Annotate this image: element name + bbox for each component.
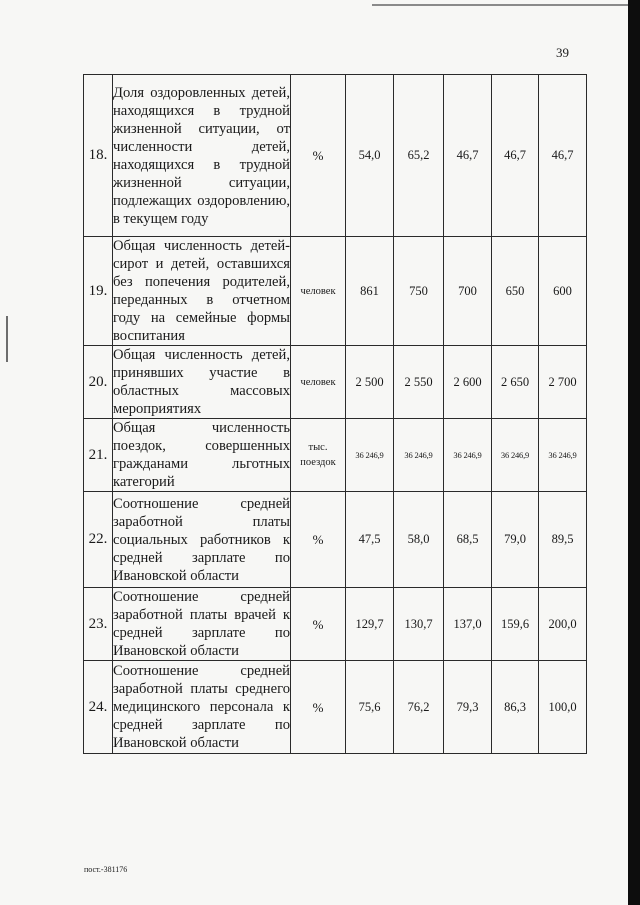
- value-cell: 137,0: [444, 588, 492, 661]
- table-row: [84, 492, 587, 588]
- value-cell: 79,3: [444, 661, 492, 754]
- value-cell: 861: [346, 237, 394, 346]
- value-cell: 47,5: [346, 492, 394, 588]
- value-cell: 650: [492, 237, 539, 346]
- value-cell: 46,7: [444, 75, 492, 237]
- value-cell: 2 600: [444, 346, 492, 419]
- value-cell: 89,5: [539, 492, 587, 588]
- indicator-cell: [113, 75, 291, 237]
- row-number: 23.: [84, 588, 113, 661]
- indicator-text: Соотношение средней заработной платы врачей к средней зарплате по Ивановской области: [113, 589, 290, 659]
- row-number: 18.: [84, 75, 113, 237]
- value-cell: 65,2: [394, 75, 444, 237]
- indicator-cell: [113, 419, 291, 492]
- value-cell: 79,0: [492, 492, 539, 588]
- row-number: 21.: [84, 419, 113, 492]
- row-number: 22.: [84, 492, 113, 588]
- value-cell: 46,7: [492, 75, 539, 237]
- value-cell: 58,0: [394, 492, 444, 588]
- indicators-table: [83, 74, 587, 754]
- value-cell: 36 246,9: [444, 419, 492, 492]
- unit-cell: человек: [291, 237, 346, 346]
- value-cell: 2 650: [492, 346, 539, 419]
- indicator-cell: [113, 346, 291, 419]
- value-cell: 600: [539, 237, 587, 346]
- value-cell: 54,0: [346, 75, 394, 237]
- indicator-cell: [113, 492, 291, 588]
- table-row: [84, 237, 587, 346]
- scan-right-edge: [628, 0, 640, 905]
- value-cell: 46,7: [539, 75, 587, 237]
- indicator-text: Общая численность детей, принявших участие в областных массовых мероприятиях: [113, 347, 290, 417]
- value-cell: 36 246,9: [346, 419, 394, 492]
- indicator-text: Соотношение средней заработной платы среднего медицинского персонала к средней зарплате по Ивановской области: [113, 663, 290, 751]
- scan-top-line: [372, 4, 636, 6]
- indicator-text: Соотношение средней заработной платы социальных работников к средней зарплате по Ивановской области: [113, 495, 290, 584]
- row-number: 19.: [84, 237, 113, 346]
- unit-cell: %: [291, 661, 346, 754]
- table-row: [84, 661, 587, 754]
- unit-cell: тыс. поездок: [291, 419, 346, 492]
- footer-document-code: пост.-381176: [84, 865, 128, 874]
- value-cell: 750: [394, 237, 444, 346]
- row-number: 20.: [84, 346, 113, 419]
- value-cell: 86,3: [492, 661, 539, 754]
- value-cell: 2 700: [539, 346, 587, 419]
- value-cell: 159,6: [492, 588, 539, 661]
- value-cell: 100,0: [539, 661, 587, 754]
- table-row: [84, 588, 587, 661]
- indicator-text: Общая численность детей-сирот и детей, оставшихся без попечения родителей, переданных в отчетном году на семейные формы воспитания: [113, 238, 290, 344]
- table-row: [84, 75, 587, 237]
- indicator-cell: [113, 661, 291, 754]
- value-cell: 36 246,9: [539, 419, 587, 492]
- value-cell: 68,5: [444, 492, 492, 588]
- unit-cell: %: [291, 588, 346, 661]
- row-number: 24.: [84, 661, 113, 754]
- indicator-text: Общая численность поездок, совершенных гражданами льготных категорий: [113, 420, 290, 490]
- value-cell: 700: [444, 237, 492, 346]
- unit-cell: %: [291, 75, 346, 237]
- value-cell: 2 500: [346, 346, 394, 419]
- unit-cell: человек: [291, 346, 346, 419]
- value-cell: 129,7: [346, 588, 394, 661]
- scan-left-mark: [6, 316, 8, 362]
- value-cell: 200,0: [539, 588, 587, 661]
- page-number: 39: [556, 45, 569, 60]
- value-cell: 76,2: [394, 661, 444, 754]
- value-cell: 36 246,9: [492, 419, 539, 492]
- value-cell: 36 246,9: [394, 419, 444, 492]
- table-row: [84, 419, 587, 492]
- unit-cell: %: [291, 492, 346, 588]
- value-cell: 75,6: [346, 661, 394, 754]
- value-cell: 2 550: [394, 346, 444, 419]
- indicator-cell: [113, 588, 291, 661]
- indicator-text: Доля оздоровленных детей, находящихся в трудной жизненной ситуации, от численности детей, находящихся в трудной жизненной ситуации, подлежащих оздоровлению, в текущем году: [113, 84, 290, 227]
- table-row: [84, 346, 587, 419]
- value-cell: 130,7: [394, 588, 444, 661]
- indicator-cell: [113, 237, 291, 346]
